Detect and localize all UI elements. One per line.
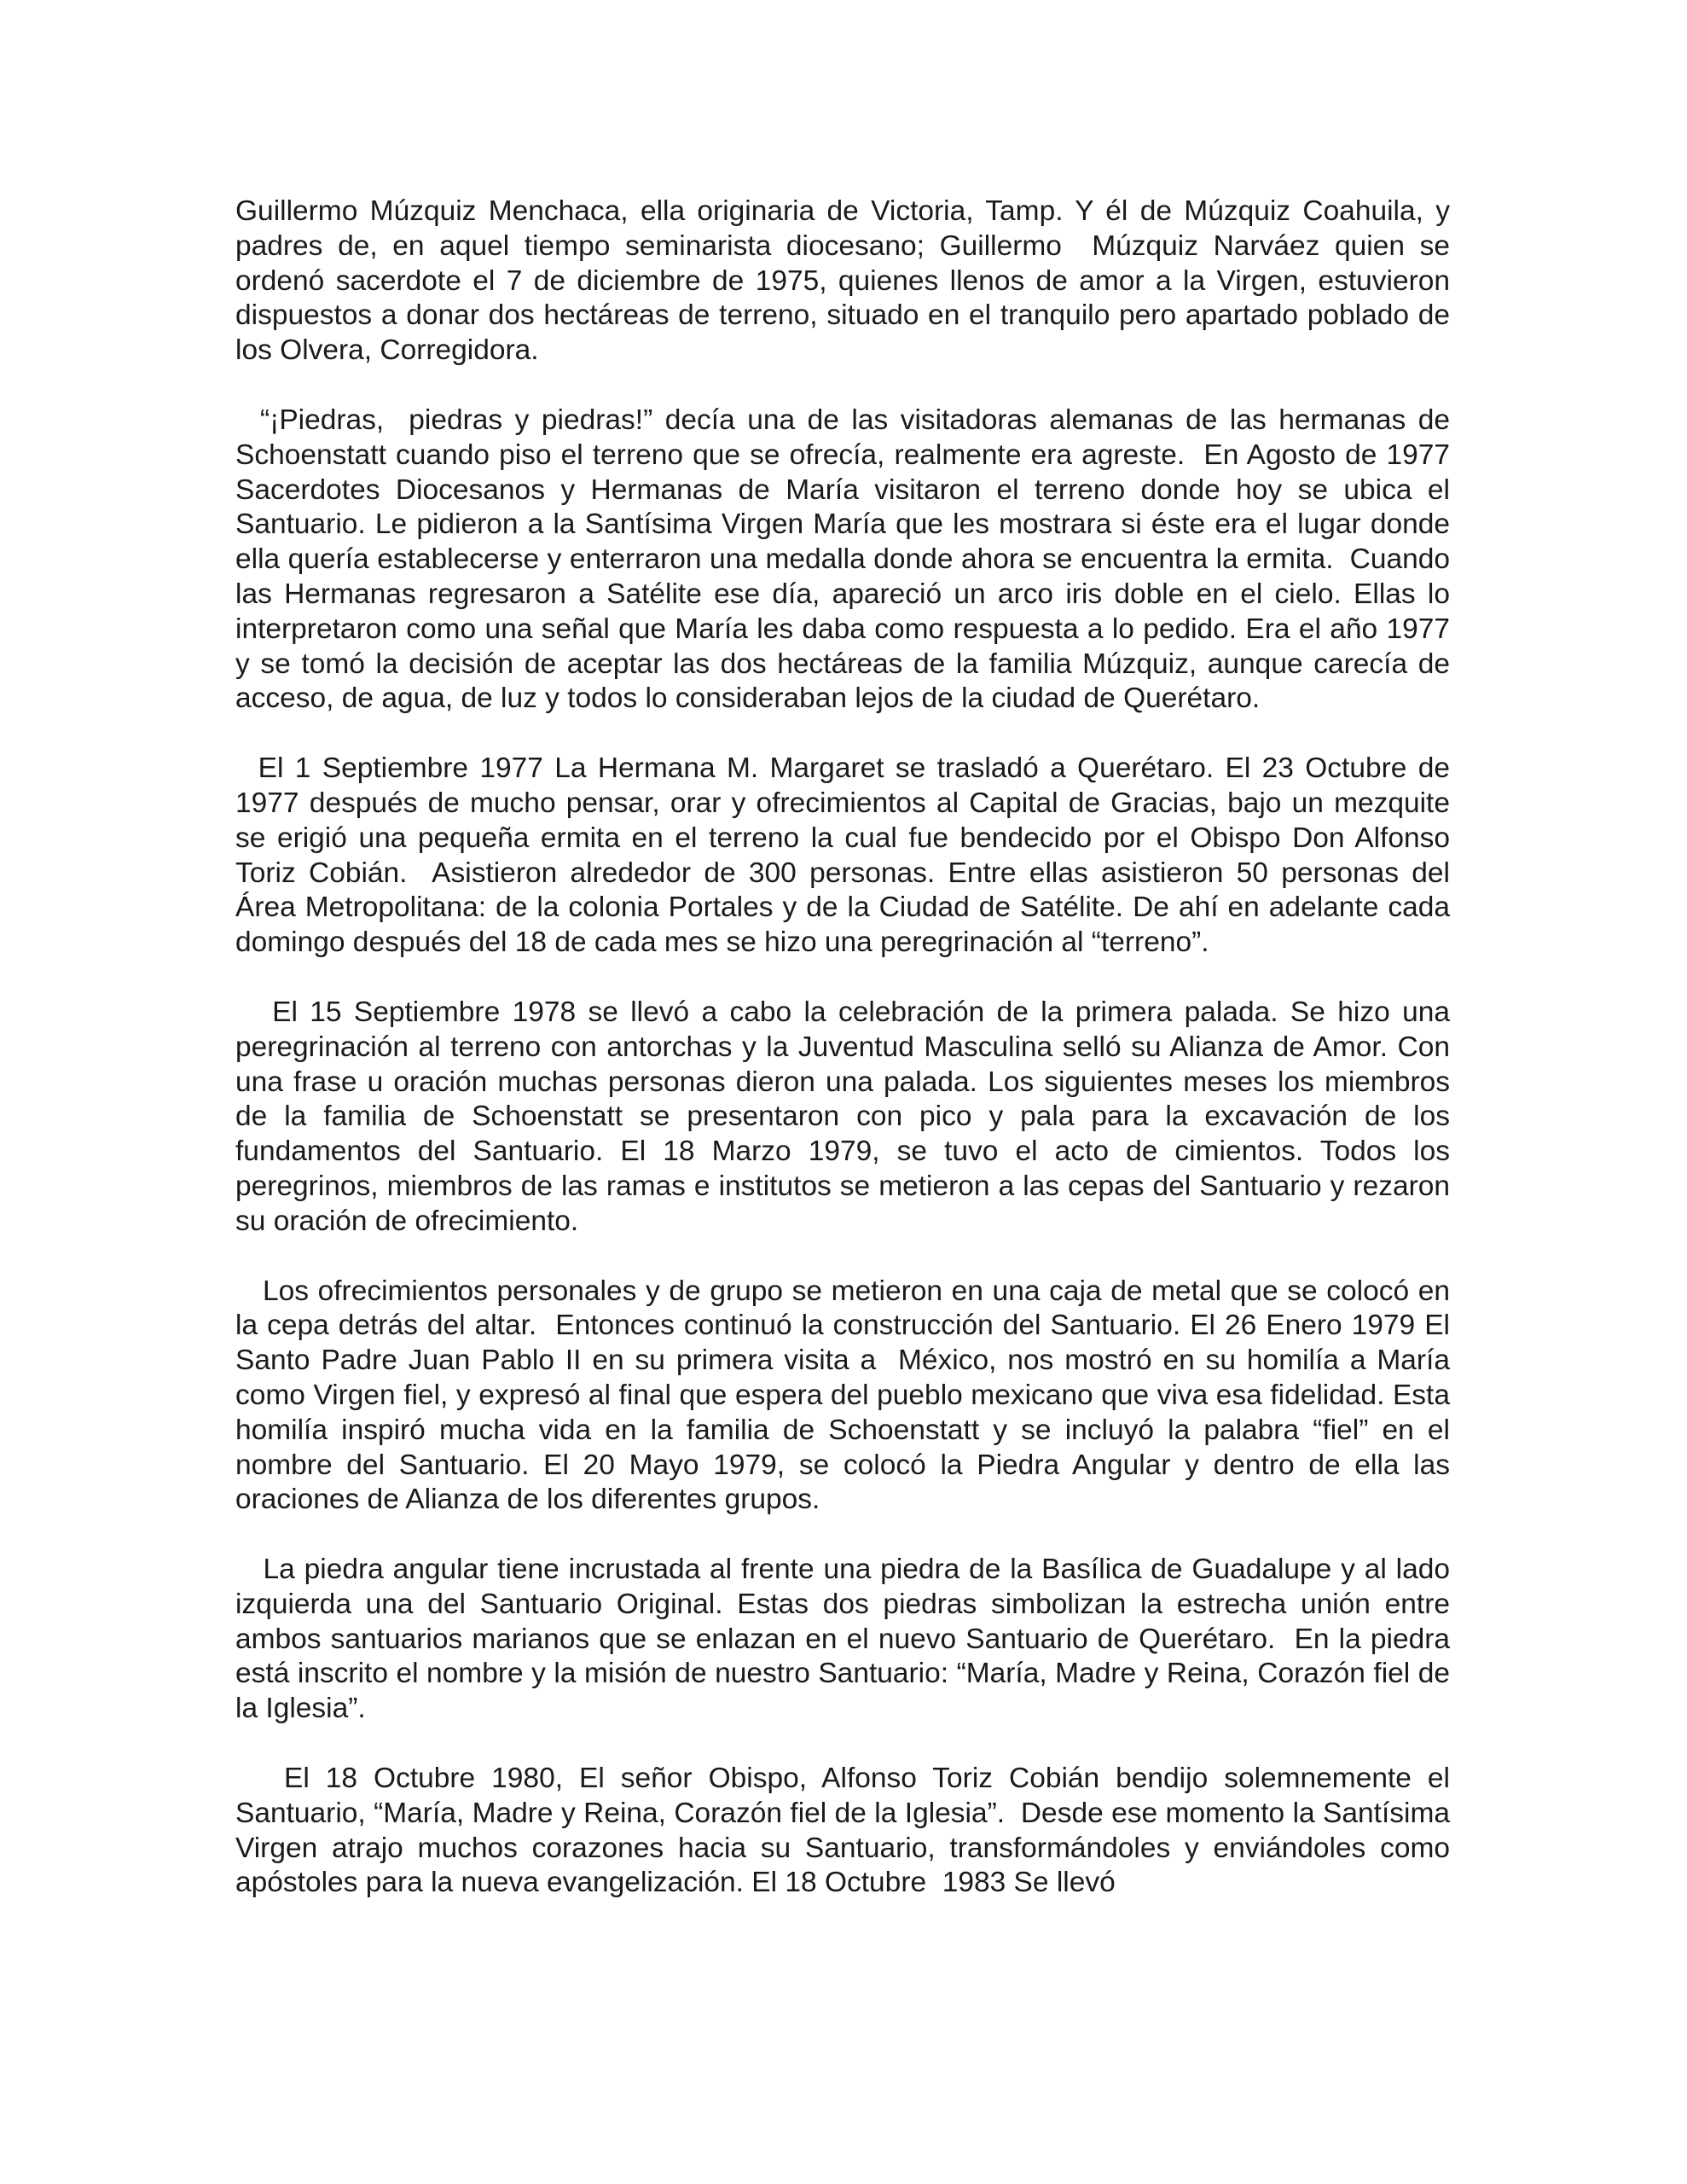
paragraph-piedras: “¡Piedras, piedras y piedras!” decía una de las visitadoras alemanas de las hermanas de Schoenstatt cuando piso el terreno que se ofrecía, realmente era agreste. En Agosto de 1977 Sacerdotes Diocesanos y Hermanas de María visitaron el terreno donde hoy se ubica el Santuario. Le pidieron a la Santísima Virgen María que les mostrara si éste era el lugar donde ella quería establecerse y enterraron una medalla donde ahora se encuentra la ermita. Cuando las Hermanas regresaron a Satélite ese día, apareció un arco iris doble en el cielo. Ellas lo interpretaron como una señal que María les daba como respuesta a lo pedido. Era el año 1977 y se tomó la decisión de aceptar las dos hectáreas de la familia Múzquiz, aunque carecía de acceso, de agua, de luz y todos lo consideraban lejos de la ciudad de Querétaro. [235,404,1458,715]
paragraph-ermita: El 1 Septiembre 1977 La Hermana M. Margaret se trasladó a Querétaro. El 23 Octubre de 1977 después de mucho pensar, orar y ofrecimientos al Capital de Gracias, bajo un mezquite se erigió una pequeña ermita en el terreno la cual fue bendecido por el Obispo Don Alfonso Toriz Cobián. Asistieron alrededor de 300 personas. Entre ellas asistieron 50 personas del Área Metropolitana: de la colonia Portales y de la Ciudad de Satélite. De ahí en adelante cada domingo después del 18 de cada mes se hizo una peregrinación al “terreno”. [235,752,1458,959]
paragraph-donation: Guillermo Múzquiz Menchaca, ella originaria de Victoria, Tamp. Y él de Múzquiz Coahuila, y padres de, en aquel tiempo seminarista diocesano; Guillermo Múzquiz Narváez quien se ordenó sacerdote el 7 de diciembre de 1975, quienes llenos de amor a la Virgen, estuvieron dispuestos a donar dos hectáreas de terreno, situado en el tranquilo pero apartado poblado de los Olvera, Corregidora. [235,195,1458,367]
paragraph-piedra-angular: La piedra angular tiene incrustada al frente una piedra de la Basílica de Guadalupe y al lado izquierda una del Santuario Original. Estas dos piedras simbolizan la estrecha unión entre ambos santuarios marianos que se enlazan en el nuevo Santuario de Querétaro. En la piedra está inscrito el nombre y la misión de nuestro Santuario: “María, Madre y Reina, Corazón fiel de la Iglesia”. [235,1554,1458,1725]
document-body [235,195,1458,1901]
paragraph-ofrecimientos: Los ofrecimientos personales y de grupo se metieron en una caja de metal que se colocó en la cepa detrás del altar. Entonces continuó la construcción del Santuario. El 26 Enero 1979 El Santo Padre Juan Pablo II en su primera visita a México, nos mostró en su homilía a María como Virgen fiel, y expresó al final que espera del pueblo mexicano que viva esa fidelidad. Esta homilía inspiró mucha vida en la familia de Schoenstatt y se incluyó la palabra “fiel” en el nombre del Santuario. El 20 Mayo 1979, se colocó la Piedra Angular y dentro de ella las oraciones de Alianza de los diferentes grupos. [235,1275,1458,1516]
paragraph-bendicion: El 18 Octubre 1980, El señor Obispo, Alfonso Toriz Cobián bendijo solemnemente el Santuario, “María, Madre y Reina, Corazón fiel de la Iglesia”. Desde ese momento la Santísima Virgen atrajo muchos corazones hacia su Santuario, transformándoles y enviándoles como apóstoles para la nueva evangelización. El 18 Octubre 1983 Se llevó [235,1763,1458,1899]
paragraph-primera-palada: El 15 Septiembre 1978 se llevó a cabo la celebración de la primera palada. Se hizo una peregrinación al terreno con antorchas y la Juventud Masculina selló su Alianza de Amor. Con una frase u oración muchas personas dieron una palada. Los siguientes meses los miembros de la familia de Schoenstatt se presentaron con pico y pala para la excavación de los fundamentos del Santuario. El 18 Marzo 1979, se tuvo el acto de cimientos. Todos los peregrinos, miembros de las ramas e institutos se metieron a las cepas del Santuario y rezaron su oración de ofrecimiento. [235,996,1458,1237]
